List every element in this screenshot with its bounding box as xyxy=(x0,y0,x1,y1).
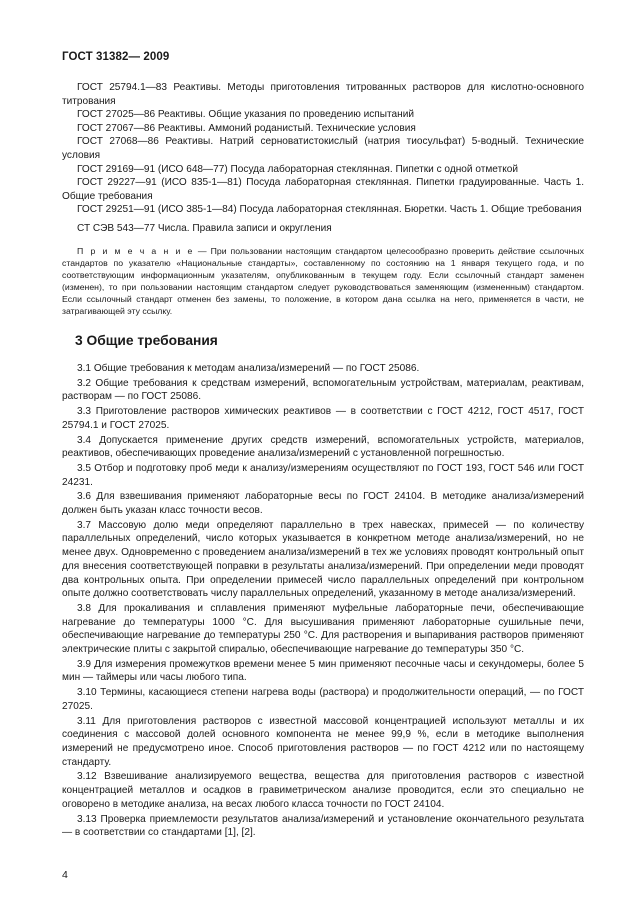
reference-item: ГОСТ 29227—91 (ИСО 835-1—81) Посуда лабораторная стеклянная. Пипетки градуированные. Часть 1. Общие требования xyxy=(62,177,584,202)
clause-paragraph: 3.13 Проверка приемлемости результатов анализа/измерений и установление окончательного результата — в соответствии со стандартами [1], [2]. xyxy=(62,813,584,839)
clause-paragraph: 3.3 Приготовление растворов химических реактивов — в соответствии с ГОСТ 4212, ГОСТ 4517, ГОСТ 25794.1 и ГОСТ 27025. xyxy=(62,406,584,431)
reference-item: ГОСТ 27025—86 Реактивы. Общие указания по проведению испытаний xyxy=(77,109,414,121)
section-body xyxy=(62,362,584,841)
note-block xyxy=(62,245,584,317)
clause-paragraph: 3.6 Для взвешивания применяют лабораторные весы по ГОСТ 24104. В методике анализа/измерений должен быть указан класс точности весов. xyxy=(62,491,584,517)
reference-item: ГОСТ 29251—91 (ИСО 385-1—84) Посуда лабораторная стеклянная. Бюретки. Часть 1. Общие требования xyxy=(77,204,582,216)
reference-item: ГОСТ 27067—86 Реактивы. Аммоний роданистый. Технические условия xyxy=(77,122,416,134)
clause-paragraph: 3.4 Допускается применение других средств измерений, вспомогательных устройств, материалов, реактивов, обеспечивающих проведение анализа/измерений с установленной погрешностью. xyxy=(62,434,584,460)
clause-paragraph: 3.2 Общие требования к средствам измерений, вспомогательным устройствам, материалам, реактивам, растворам — по ГОСТ 25086. xyxy=(62,377,584,403)
note-text: — При пользовании настоящим стандартом целесообразно проверить действие ссылочных стандартов по указателю «Национальные стандарты», составленному по состоянию на 1 января текущего года, и по соответствующим информационным указателям, опубликованным в текущем году. Если ссылочный стандарт заменен (изменен), то при пользовании настоящим стандартом следует руководствоваться заменяющим (измененным) стандартом. Если ссылочный стандарт отменен без замены, то положение, в котором дана ссылка на него, применяется в части, не затрагивающей эту ссылку. xyxy=(62,245,584,316)
page-number: 4 xyxy=(62,869,68,881)
clause-paragraph: 3.5 Отбор и подготовку проб меди к анализу/измерениям осуществляют по ГОСТ 193, ГОСТ 546 или ГОСТ 24231. xyxy=(62,462,584,488)
reference-item: ГОСТ 25794.1—83 Реактивы. Методы приготовления титрованных растворов для кислотно-основного титрования xyxy=(62,82,584,107)
clause-paragraph: 3.1 Общие требования к методам анализа/измерений — по ГОСТ 25086. xyxy=(77,363,420,374)
clause-paragraph: 3.8 Для прокаливания и сплавления применяют муфельные лабораторные печи, обеспечивающие нагревание до температуры 1000 °С. Для высушивания применяют лабораторные сушильные печи, обеспечивающие нагревание до температуры 250 °С. Для растворения и выпаривания растворов применяют электрические плиты с закрытой спиралью, обеспечивающие нагревание до температуры 350 °С. xyxy=(62,602,584,656)
clause-paragraph: 3.12 Взвешивание анализируемого вещества, вещества для приготовления растворов с известной концентрацией металлов и осадков в гравиметрическом анализе проводится, если это специально не оговорено в методике анализа, на весах любого класса точности по ГОСТ 24104. xyxy=(62,771,584,810)
reference-item: ГОСТ 27068—86 Реактивы. Натрий серноватистокислый (натрия тиосульфат) 5-водный. Технические условия xyxy=(62,136,584,161)
section-title: 3 Общие требования xyxy=(75,333,218,348)
page-header: ГОСТ 31382— 2009 xyxy=(62,51,170,63)
clause-paragraph: 3.7 Массовую долю меди определяют параллельно в трех навесках, примесей — по количеству параллельных определений, число которых указывается в конкретном методе анализа/измерений, но не менее двух. Одновременно с проведением анализа/измерений в тех же условиях проводят контрольный опыт для внесения соответствующей поправки в результаты анализа/измерений. При определении меди проводят два контрольных опыта. При определении примесей число параллельных определений при контрольном опыте должно соответствовать числу параллельных определений, указанному в методе анализа/измерений. xyxy=(62,519,584,600)
reference-item: СТ СЭВ 543—77 Числа. Правила записи и округления xyxy=(77,222,332,234)
reference-item: ГОСТ 29169—91 (ИСО 648—77) Посуда лабораторная стеклянная. Пипетки с одной отметкой xyxy=(77,163,518,175)
clause-paragraph: 3.10 Термины, касающиеся степени нагрева воды (раствора) и продолжительности операций, — по ГОСТ 27025. xyxy=(62,687,584,712)
clause-paragraph: 3.11 Для приготовления растворов с известной массовой концентрацией используют металлы и их соединения с массовой долей основного компонента не менее 99,9 %, если в методике выполнения измерений не предусмотрено иное. Способ приготовления растворов — по ГОСТ 4212 или по настоящему стандарту. xyxy=(62,715,584,768)
note-label: П р и м е ч а н и е xyxy=(77,245,194,256)
normative-references xyxy=(62,81,584,317)
clause-paragraph: 3.9 Для измерения промежутков времени менее 5 мин применяют песочные часы и секундомеры, более 5 мин — таймеры или часы любого типа. xyxy=(62,658,584,684)
